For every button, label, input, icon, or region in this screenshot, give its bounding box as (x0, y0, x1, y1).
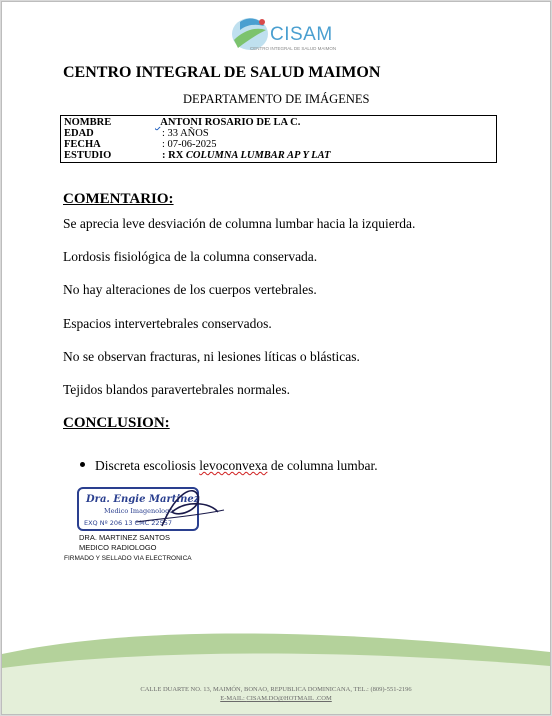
comment-paragraph: Lordosis fisiológica de la columna conservada. (63, 249, 318, 264)
date-label: FECHA (64, 139, 101, 150)
logo-wordmark: CISAM (270, 24, 333, 45)
signature-note: FIRMADO Y SELLADO VIA ELECTRONICA (64, 555, 192, 562)
conclusion-heading: CONCLUSION: (63, 415, 170, 431)
department-title: DEPARTAMENTO DE IMÁGENES (183, 92, 370, 106)
date-value: : 07-06-2025 (162, 139, 217, 150)
page-title: CENTRO INTEGRAL DE SALUD MAIMON (63, 64, 381, 81)
footer-address: CALLE DUARTE NO. 13, MAIMÓN, BONAO, REPUBLICA DOMINICANA, TEL.: (809)-551-2196 (140, 686, 412, 693)
bullet-dot (80, 462, 85, 467)
age-label: EDAD (64, 128, 94, 139)
study-label: ESTUDIO (64, 150, 112, 161)
conclusion-bullet: Discreta escoliosis levoconvexa de columna lumbar. (80, 458, 378, 474)
age-value: : 33 AÑOS (162, 128, 209, 139)
patient-info-box (60, 115, 497, 163)
name-value: ANTONI ROSARIO DE LA C. (160, 117, 301, 128)
comment-paragraph: Se aprecia leve desviación de columna lumbar hacia la izquierda. (63, 216, 416, 231)
comment-paragraph: Espacios intervertebrales conservados. (63, 316, 272, 331)
name-label: NOMBRE (64, 117, 112, 128)
stamp-exq: EXQ Nº 206 13 CMC 22557 (84, 519, 172, 527)
logo-tagline: CENTRO INTEGRAL DE SALUD MAIMON (250, 46, 337, 51)
stamp-name: Dra. Engie Martinez (86, 494, 200, 505)
study-value: : RX COLUMNA LUMBAR AP Y LAT (162, 150, 331, 161)
signature-block (79, 533, 170, 553)
doctor-name: DRA. MARTINEZ SANTOS (79, 533, 170, 542)
comment-paragraph: No hay alteraciones de los cuerpos vertebrales. (63, 282, 317, 297)
comentario-heading: COMENTARIO: (63, 191, 174, 207)
comment-paragraph: Tejidos blandos paravertebrales normales. (63, 382, 290, 397)
doctor-stamp (76, 482, 226, 536)
footer-email: E-MAIL: CISAM.DO@HOTMAIL .COM (220, 695, 332, 702)
report-page (1, 1, 551, 715)
stamp-title: Medico Imagenologo (104, 507, 174, 515)
doctor-title: MEDICO RADIOLOGO (79, 543, 157, 552)
comment-paragraph: No se observan fracturas, ni lesiones líticas o blásticas. (63, 349, 360, 364)
email-link[interactable]: CISAM.DO@HOTMAIL .COM (246, 695, 332, 702)
